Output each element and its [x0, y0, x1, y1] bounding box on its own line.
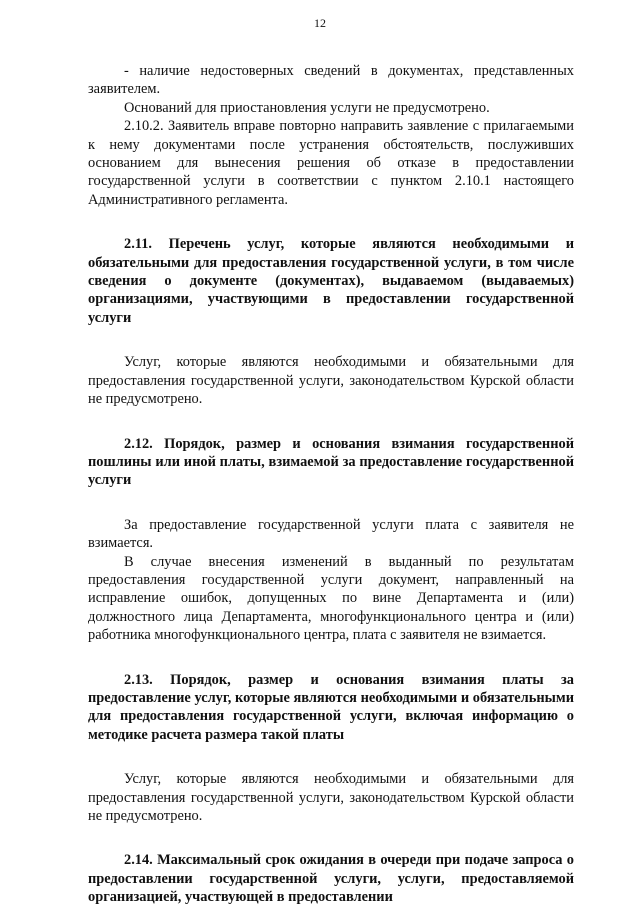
paragraph-2-12-no-fee: За предоставление государственной услуги плата с заявителя не взимается.: [88, 516, 574, 552]
paragraph-2-13-body: Услуг, которые являются необходимыми и обязательными для предоставления государственной услуги, законодательством Курской области не предусмотрено.: [88, 771, 574, 824]
document-body: [88, 62, 574, 907]
paragraph-no-suspension: Оснований для приостановления услуги не предусмотрено.: [124, 99, 490, 116]
paragraph-2-11-body: Услуг, которые являются необходимыми и обязательными для предоставления государственной услуги, законодательством Курской области не предусмотрено.: [88, 354, 574, 408]
heading-2-14: 2.14. Максимальный срок ожидания в очереди при подаче запроса о предоставлении государственной услуги, услуги, предоставляемой организацией, участвующей в предоставлении: [88, 852, 574, 906]
paragraph-invalid-info: - наличие недостоверных сведений в документах, представленных заявителем.: [88, 63, 574, 98]
paragraph-2-10-2: 2.10.2. Заявитель вправе повторно направить заявление с прилагаемыми к нему документами после устранения обстоятельств, послуживших основанием для вынесения решения об отказе в предоставлении государственной услуги в соответствии с пунктом 2.10.1 настоящего Административного регламента.: [88, 118, 574, 208]
heading-2-13: 2.13. Порядок, размер и основания взимания платы за предоставление услуг, которые являются необходимыми и обязательными для предоставления государственной услуги, включая информацию о методике расчета размера такой платы: [88, 671, 574, 743]
paragraph-2-12-corrections: В случае внесения изменений в выданный по результатам предоставления государственной услуги документ, направленный на исправление ошибок, допущенных по вине Департамента и (или) должностного лица Департамента, многофункционального центра и (или) работника многофункционального центра, плата с заявителя не взимается.: [88, 553, 574, 644]
heading-2-11: 2.11. Перечень услуг, которые являются необходимыми и обязательными для предоставления государственной услуги, в том числе сведения о документе (документах), выдаваемом (выдаваемых) организациями, участвующими в предоставлении государственной услуги: [88, 236, 574, 326]
heading-2-12: 2.12. Порядок, размер и основания взимания государственной пошлины или иной платы, взимаемой за предоставление государственной услуги: [88, 435, 574, 489]
page-number: 12: [314, 16, 326, 30]
